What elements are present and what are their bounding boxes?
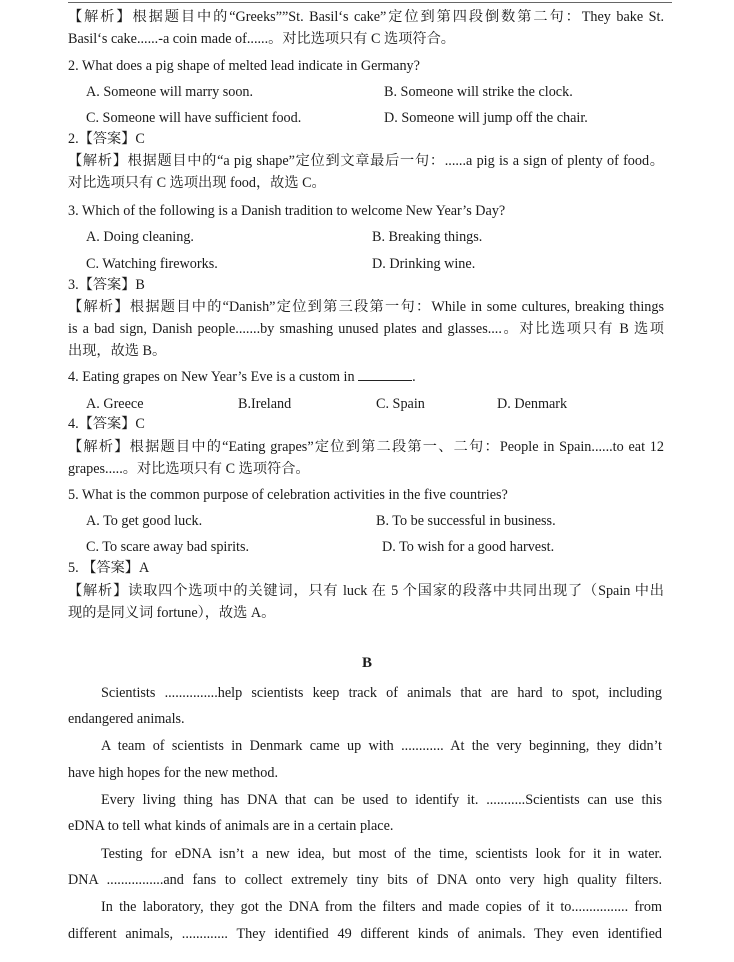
q3-question: 3. Which of the following is a Danish tradition to welcome New Year’s Day? [68, 203, 506, 219]
q2-analysis-line-1: 【解析】根据题目中的“a pig shape”定位到文章最后一句：......a pig is a sign of plenty of food。 [68, 153, 664, 169]
q3-answer: 3.【答案】B [68, 277, 145, 293]
passage-b-line-3: A team of scientists in Denmark came up with ............ At the very beginning, they didn’t [101, 738, 662, 754]
q4-question [68, 368, 416, 386]
top-rule [68, 2, 672, 3]
q5-option-c: C. To scare away bad spirits. [86, 539, 250, 555]
q5-option-a: A. To get good luck. [86, 513, 203, 529]
q2-answer: 2.【答案】C [68, 131, 145, 147]
q3-analysis-line-2: is a bad sign, Danish people.......by smashing unused plates and glasses....。对比选项只有 B 选项 [68, 321, 664, 337]
passage-b-line-6: eDNA to tell what kinds of animals are in a certain place. [68, 818, 394, 834]
q4-answer-blank [358, 368, 412, 381]
q2-option-a: A. Someone will marry soon. [86, 84, 254, 100]
q5-option-b: B. To be successful in business. [376, 513, 556, 529]
q2-question: 2. What does a pig shape of melted lead indicate in Germany? [68, 58, 420, 74]
q5-option-d: D. To wish for a good harvest. [382, 539, 555, 555]
q4-option-c: C. Spain [376, 396, 425, 412]
passage-b-line-7: Testing for eDNA isn’t a new idea, but most of the time, scientists look for it in water. [101, 846, 662, 862]
passage-b-line-10: different animals, ............. They identified 49 different kinds of animals. They even identified [68, 926, 662, 942]
passage-b-line-8: DNA ................and fans to collect extremely tiny bits of DNA onto very high quality filters. [68, 872, 662, 888]
q2-option-c: C. Someone will have sufficient food. [86, 110, 302, 126]
q4-question-text: 4. Eating grapes on New Year’s Eve is a custom in [68, 369, 355, 385]
q4-analysis-line-1: 【解析】根据题目中的“Eating grapes”定位到第二段第一、二句：People in Spain......to eat 12 [68, 439, 664, 455]
q4-option-d: D. Denmark [497, 396, 568, 412]
passage-b-line-1: Scientists ...............help scientists keep track of animals that are hard to spot, including [101, 685, 662, 701]
section-b-title: B [361, 655, 372, 671]
passage-b-line-2: endangered animals. [68, 711, 185, 727]
passage-b-line-4: have high hopes for the new method. [68, 765, 278, 781]
q4-answer: 4.【答案】C [68, 416, 145, 432]
q3-option-b: B. Breaking things. [372, 229, 483, 245]
q4-option-a: A. Greece [86, 396, 144, 412]
q2-analysis-line-2: 对比选项只有 C 选项出现 food，故选 C。 [68, 175, 326, 191]
q1-analysis-line-2: Basil‘s cake......-a coin made of......。对比选项只有 C 选项符合。 [68, 31, 455, 47]
passage-b-line-9: In the laboratory, they got the DNA from the filters and made copies of it to................ from [101, 899, 662, 915]
q2-option-d: D. Someone will jump off the chair. [384, 110, 588, 126]
q3-option-a: A. Doing cleaning. [86, 229, 194, 245]
q1-analysis-line-1: 【解析】根据题目中的“Greeks””St. Basil‘s cake”定位到第四段倒数第二句：They bake St. [68, 9, 664, 25]
q3-option-c: C. Watching fireworks. [86, 256, 218, 272]
q5-question: 5. What is the common purpose of celebration activities in the five countries? [68, 487, 508, 503]
q5-analysis-line-1: 【解析】读取四个选项中的关键词，只有 luck 在 5 个国家的段落中共同出现了（Spain 中出 [68, 583, 664, 599]
q4-option-b: B.Ireland [238, 396, 292, 412]
q3-option-d: D. Drinking wine. [372, 256, 476, 272]
passage-b-line-5: Every living thing has DNA that can be used to identify it. ...........Scientists can use this [101, 792, 662, 808]
q2-option-b: B. Someone will strike the clock. [384, 84, 573, 100]
q4-question-suffix: . [412, 369, 416, 385]
q4-analysis-line-2: grapes.....。对比选项只有 C 选项符合。 [68, 461, 310, 477]
q5-answer: 5. 【答案】A [68, 560, 150, 576]
q3-analysis-line-1: 【解析】根据题目中的“Danish”定位到第三段第一句：While in some cultures, breaking things [68, 299, 664, 315]
q3-analysis-line-3: 出现，故选 B。 [68, 343, 167, 359]
q5-analysis-line-2: 现的是同义词 fortune），故选 A。 [68, 605, 276, 621]
